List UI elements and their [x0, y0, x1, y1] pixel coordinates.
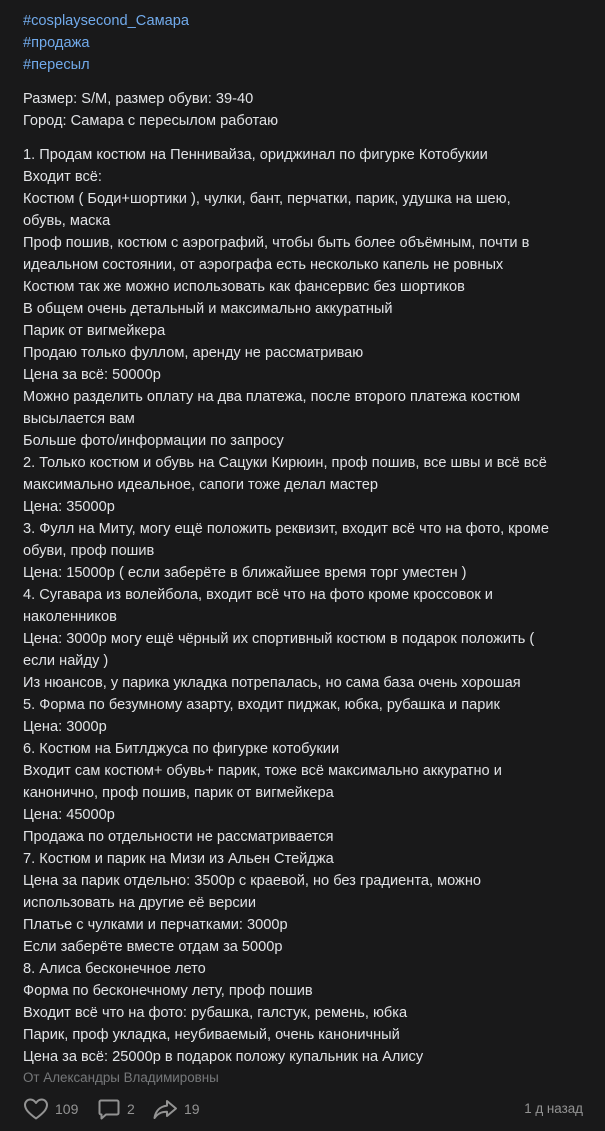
post-body-line: Входит сам костюм+ обувь+ парик, тоже всё максимально аккуратно и: [23, 763, 502, 779]
post-footer: [23, 1095, 583, 1123]
post-body-line: обувь, маска: [23, 213, 111, 229]
post-body-line: использовать на другие её версии: [23, 895, 256, 911]
post-body-line: Продажа по отдельности не рассматривается: [23, 829, 334, 845]
hashtag-list: [23, 10, 593, 76]
post-timestamp[interactable]: 1 д назад: [524, 1101, 583, 1116]
like-button[interactable]: [23, 1095, 78, 1123]
post-body-line: Цена: 3000р могу ещё чёрный их спортивный костюм в подарок положить (: [23, 631, 535, 647]
size-line: Размер: S/M, размер обуви: 39-40: [23, 91, 254, 107]
post-body-line: Можно разделить оплату на два платежа, после второго платежа костюм: [23, 389, 521, 405]
post-body-line: высылается вам: [23, 411, 135, 427]
spacer: [23, 76, 593, 88]
post-body-line: Костюм ( Боди+шортики ), чулки, бант, перчатки, парик, удушка на шею,: [23, 191, 511, 207]
post-body-line: Цена: 45000р: [23, 807, 115, 823]
post-body-line: обуви, проф пошив: [23, 543, 155, 559]
post-body-line: 8. Алиса бесконечное лето: [23, 961, 206, 977]
post-body-line: Цена за всё: 50000р: [23, 367, 161, 383]
city-line: Город: Самара с пересылом работаю: [23, 113, 279, 129]
post-body-line: если найду ): [23, 653, 109, 669]
post-body-line: 6. Костюм на Битлджуса по фигурке котобукии: [23, 741, 340, 757]
post-body-line: 7. Костюм и парик на Мизи из Альен Стейджа: [23, 851, 334, 867]
post-body-line: Цена за всё: 25000р в подарок положу купальник на Алису: [23, 1049, 424, 1065]
post-body-line: Проф пошив, костюм с аэрографий, чтобы быть более объёмным, почти в: [23, 235, 530, 251]
post-body-line: 3. Фулл на Миту, могу ещё положить реквизит, входит всё что на фото, кроме: [23, 521, 549, 537]
comment-icon: [97, 1097, 121, 1121]
share-icon: [152, 1097, 178, 1121]
post-body-line: наколенников: [23, 609, 117, 625]
post-body-line: Форма по бесконечному лету, проф пошив: [23, 983, 313, 999]
share-button[interactable]: [152, 1095, 200, 1123]
intro-block: [23, 88, 593, 132]
post-body-line: 5. Форма по безумному азарту, входит пиджак, юбка, рубашка и парик: [23, 697, 500, 713]
comment-button[interactable]: [97, 1095, 135, 1123]
post-body-line: Цена за парик отдельно: 3500р с краевой, но без градиента, можно: [23, 873, 481, 889]
post-body-line: В общем очень детальный и максимально аккуратный: [23, 301, 393, 317]
post-body-line: Парик от вигмейкера: [23, 323, 166, 339]
post-body-line: 4. Сугавара из волейбола, входит всё что на фото кроме кроссовок и: [23, 587, 493, 603]
hashtag-peresyl[interactable]: #пересыл: [23, 57, 90, 73]
post-body-line: Из нюансов, у парика укладка потрепалась, но сама база очень хорошая: [23, 675, 521, 691]
post-body-line: Цена: 15000р ( если заберёте в ближайшее время торг уместен ): [23, 565, 467, 581]
post-body-line: 2. Только костюм и обувь на Сацуки Кирюин, проф пошив, все швы и всё всё: [23, 455, 547, 471]
post-body-line: 1. Продам костюм на Пеннивайза, ориджинал по фигурке Котобукии: [23, 147, 488, 163]
post-body-line: канонично, проф пошив, парик от вигмейкера: [23, 785, 334, 801]
spacer: [23, 132, 593, 144]
post-body-line: идеальном состоянии, от аэрографа есть несколько капель не ровных: [23, 257, 504, 273]
post-body: [23, 144, 593, 1068]
post-body-line: Входит всё что на фото: рубашка, галстук, ремень, юбка: [23, 1005, 408, 1021]
hashtag-prodazha[interactable]: #продажа: [23, 35, 90, 51]
post-body-line: максимально идеальное, сапоги тоже делал мастер: [23, 477, 378, 493]
heart-icon: [23, 1097, 49, 1121]
post-body-line: Платье с чулками и перчатками: 3000р: [23, 917, 288, 933]
post-body-line: Входит всё:: [23, 169, 102, 185]
post-body-line: Продаю только фуллом, аренду не рассматриваю: [23, 345, 364, 361]
like-count: 109: [55, 1101, 79, 1117]
hashtag-cosplaysecond[interactable]: #cosplaysecond_Самара: [23, 13, 189, 29]
post-body-line: Цена: 35000р: [23, 499, 115, 515]
comment-count: 2: [127, 1101, 135, 1117]
post-body-line: Если заберёте вместе отдам за 5000р: [23, 939, 283, 955]
post-body-line: Парик, проф укладка, неубиваемый, очень каноничный: [23, 1027, 400, 1043]
post-body-line: Больше фото/информации по запросу: [23, 433, 284, 449]
post-author[interactable]: От Александры Владимировны: [23, 1070, 219, 1085]
post-body-line: Костюм так же можно использовать как фансервис без шортиков: [23, 279, 465, 295]
post-body-line: Цена: 3000р: [23, 719, 107, 735]
post-text: [23, 10, 593, 1068]
share-count: 19: [184, 1101, 200, 1117]
